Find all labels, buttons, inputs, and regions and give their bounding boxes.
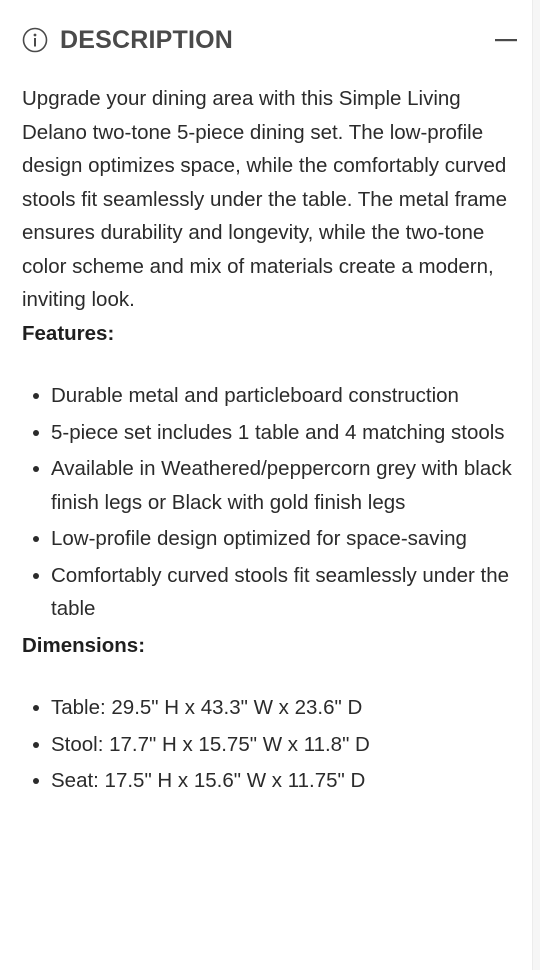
scrollbar[interactable] <box>532 0 540 970</box>
features-list <box>22 379 518 626</box>
list-item: Available in Weathered/peppercorn grey with black finish legs or Black with gold finish legs <box>51 452 518 519</box>
list-item: Table: 29.5" H x 43.3" W x 23.6" D <box>51 691 518 725</box>
list-item: Stool: 17.7" H x 15.75" W x 11.8" D <box>51 728 518 762</box>
info-circle-icon <box>22 27 48 53</box>
list-item: Durable metal and particleboard construction <box>51 379 518 413</box>
description-content <box>22 82 518 801</box>
minus-icon <box>494 26 518 54</box>
list-item: Low-profile design optimized for space-saving <box>51 522 518 556</box>
features-heading: Features: <box>22 321 115 345</box>
description-text: Upgrade your dining area with this Simple Living Delano two-tone 5-piece dining set. The low-profile design optimizes space, while the comfortably curved stools fit seamlessly under the table. The metal frame ensures durability and longevity, while the two-tone color scheme and mix of materials create a modern, inviting look. <box>22 87 508 311</box>
section-title: DESCRIPTION <box>60 25 234 54</box>
list-item: 5-piece set includes 1 table and 4 matching stools <box>51 416 518 450</box>
list-item: Comfortably curved stools fit seamlessly under the table <box>51 559 518 626</box>
description-header[interactable] <box>22 22 518 58</box>
list-item: Seat: 17.5" H x 15.6" W x 11.75" D <box>51 764 518 798</box>
dimensions-heading: Dimensions: <box>22 633 146 657</box>
collapse-button[interactable] <box>494 26 518 54</box>
dimensions-list <box>22 691 518 798</box>
